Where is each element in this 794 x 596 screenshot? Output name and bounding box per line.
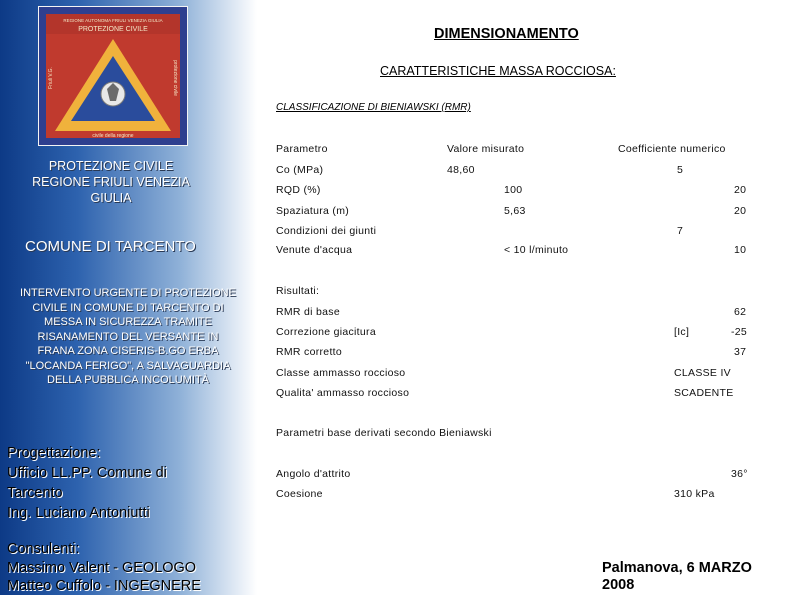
svg-text:protezione civile: protezione civile (172, 60, 178, 96)
sidebar-panel (0, 0, 257, 595)
consulenti-block (7, 540, 201, 596)
place-date-line: Palmanova, 6 MARZO (602, 560, 752, 576)
progettazione-block (7, 443, 167, 523)
row-coeff: 10 (734, 244, 747, 256)
logo-graphic (38, 6, 188, 146)
result-value: 62 (734, 306, 747, 318)
progettazione-line: Ing. Luciano Antoniutti (7, 505, 150, 521)
derived-row-value: 36° (731, 468, 748, 480)
result-label: RMR corretto (276, 346, 343, 358)
intervento-description: INTERVENTO URGENTE DI PROTEZIONE CIVILE IN COMUNE DI TARCENTO DI MESSA IN SICUREZZA TRAMITE RISANAMENTO DEL VERSANTE IN FRANA ZONA CISERIS-B.GO ERBA "LOCANDA FERIGO", A SALVAGUARDIA DELLA PUBBLICA INCOLUMITÀ (20, 287, 236, 386)
row-label: Condizioni dei giunti (276, 225, 377, 237)
svg-text:Friuli V.G.: Friuli V.G. (48, 67, 54, 89)
row-value: 5,63 (504, 205, 526, 217)
row-coeff: 7 (677, 225, 684, 237)
progettazione-line: Ufficio LL.PP. Comune di (7, 465, 167, 481)
result-label: Qualita' ammasso roccioso (276, 387, 410, 399)
result-value: SCADENTE (674, 387, 734, 399)
row-value: 100 (504, 184, 523, 196)
svg-text:civile della regione: civile della regione (92, 133, 134, 139)
place-date-line: 2008 (602, 577, 635, 593)
progettazione-line: Progettazione: (7, 445, 101, 461)
header-coefficiente: Coefficiente numerico (618, 143, 726, 155)
result-value: 37 (734, 346, 747, 358)
row-label: RQD (%) (276, 184, 321, 196)
result-label: Correzione giacitura (276, 326, 376, 338)
row-coeff: 20 (734, 205, 747, 217)
results-label: Risultati: (276, 285, 320, 297)
result-value: -25 (731, 326, 748, 338)
row-label: Venute d'acqua (276, 244, 353, 256)
derived-row-value: 310 kPa (674, 488, 715, 500)
result-value: CLASSE IV (674, 367, 731, 379)
place-date (602, 560, 787, 594)
row-value: 48,60 (447, 164, 475, 176)
result-unit: [Ic] (674, 326, 690, 338)
result-label: Classe ammasso roccioso (276, 367, 406, 379)
header-parametro: Parametro (276, 143, 328, 155)
page-title: DIMENSIONAMENTO (434, 26, 579, 42)
row-coeff: 20 (734, 184, 747, 196)
result-label: RMR di base (276, 306, 340, 318)
consulenti-line: Matteo Cuffolo - INGEGNERE (7, 578, 201, 594)
row-label: Co (MPa) (276, 164, 324, 176)
org-title: PROTEZIONE CIVILE REGIONE FRIULI VENEZIA GIULIA (32, 159, 190, 205)
comune-title: COMUNE DI TARCENTO (25, 238, 196, 255)
header-valore: Valore misurato (447, 143, 525, 155)
svg-text:PROTEZIONE CIVILE: PROTEZIONE CIVILE (78, 26, 148, 33)
row-label: Spaziatura (m) (276, 205, 350, 217)
derived-label: Parametri base derivati secondo Bieniawski (276, 427, 492, 439)
classification-title: CLASSIFICAZIONE DI BIENIAWSKI (RMR) (276, 102, 471, 113)
consulenti-line: Massimo Valent - GEOLOGO (7, 559, 197, 576)
consulenti-line: Consulenti: (7, 541, 80, 557)
derived-row-label: Angolo d'attrito (276, 468, 351, 480)
progettazione-line: Tarcento (7, 485, 63, 501)
svg-text:REGIONE AUTONOMA FRIULI VENEZI: REGIONE AUTONOMA FRIULI VENEZIA GIULIA (63, 18, 163, 23)
row-coeff: 5 (677, 164, 684, 176)
section-subtitle: CARATTERISTICHE MASSA ROCCIOSA: (380, 64, 616, 78)
row-value: < 10 l/minuto (504, 244, 569, 256)
protezione-civile-logo (38, 6, 188, 146)
derived-row-label: Coesione (276, 488, 323, 500)
